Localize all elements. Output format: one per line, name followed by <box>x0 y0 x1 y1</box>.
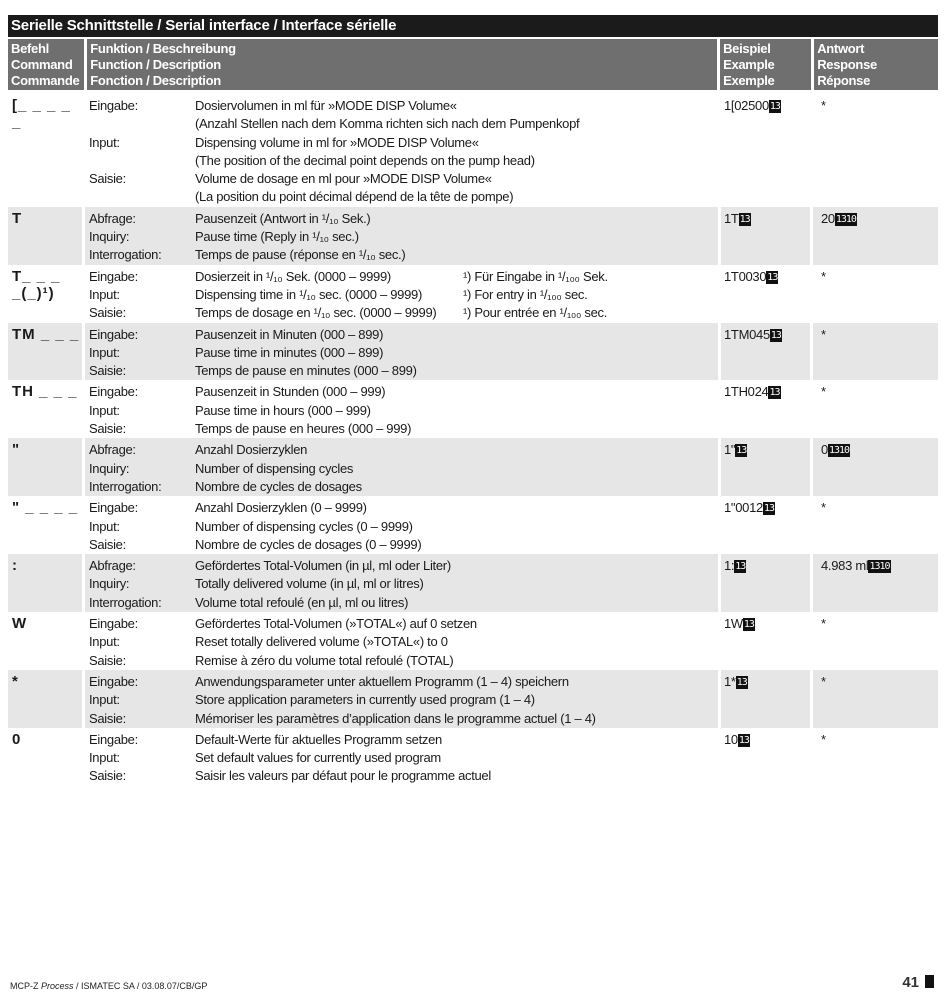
description-line <box>89 402 721 420</box>
description-line <box>89 115 721 133</box>
example-cell <box>721 496 813 554</box>
table-row <box>8 728 938 786</box>
example-value <box>724 94 813 115</box>
answer-cell <box>813 670 938 728</box>
language-label: Saisie: <box>89 363 126 379</box>
table-row <box>8 94 938 207</box>
description-text: Gefördertes Total-Volumen (in µl, ml oder Liter) <box>195 558 451 574</box>
example-value <box>724 380 813 401</box>
header-function-de: Funktion / Beschreibung <box>90 41 236 56</box>
table-row <box>8 265 938 323</box>
description-line <box>89 496 721 517</box>
answer-text: * <box>821 500 826 516</box>
answer-text: * <box>821 384 826 400</box>
footer-imprint <box>10 981 207 991</box>
description-text: (La position du point décimal dépend de la tête de pompe) <box>195 189 514 205</box>
table-body <box>8 94 938 786</box>
language-label: Eingabe: <box>89 500 138 516</box>
language-label: Abfrage: <box>89 558 136 574</box>
carriage-return-code: 13 <box>769 101 780 112</box>
command-code: " <box>8 438 85 496</box>
description-line <box>89 420 721 438</box>
page-number <box>902 974 934 991</box>
language-label <box>89 115 195 133</box>
language-label <box>89 152 195 170</box>
description-line <box>89 265 721 286</box>
footer-company: / ISMATEC SA / 03.08.07/CB/GP <box>73 981 208 991</box>
example-text: 1T <box>724 210 739 226</box>
header-example-de: Beispiel <box>723 41 771 56</box>
example-value <box>724 438 810 459</box>
answer-cell <box>813 554 938 612</box>
example-cell <box>721 207 813 265</box>
description-text: Pausenzeit in Stunden (000 – 999) <box>195 384 386 400</box>
command-description <box>85 323 721 381</box>
language-label: Saisie: <box>89 768 126 784</box>
table-row <box>8 438 938 496</box>
answer-cell <box>813 438 938 496</box>
language-label: Saisie: <box>89 710 126 726</box>
command-code: * <box>8 670 85 728</box>
description-line <box>89 344 718 362</box>
description-text: Pausenzeit (Antwort in ¹/₁₀ Sek.) <box>195 210 371 226</box>
carriage-return-code: 13 <box>736 676 747 688</box>
header-answer-de: Antwort <box>817 41 865 56</box>
description-text: Pause time in hours (000 – 999) <box>195 402 371 418</box>
header-command-en: Command <box>11 57 73 72</box>
description-line <box>89 188 721 206</box>
description-text: Store application parameters in currently used program (1 – 4) <box>195 692 535 708</box>
page-number-text: 41 <box>902 974 919 991</box>
header-example-en: Example <box>723 57 775 72</box>
description-line <box>89 134 721 152</box>
command-description <box>85 670 721 728</box>
header-command-fr: Commande <box>11 73 80 88</box>
example-value <box>724 496 813 517</box>
answer-value <box>821 207 938 228</box>
example-text: 1[02500 <box>724 98 769 113</box>
example-text: 10 <box>724 731 738 747</box>
carriage-return-code: 13 <box>735 561 746 573</box>
description-line <box>89 691 718 709</box>
answer-cell <box>813 94 938 207</box>
command-code: T_ _ _ _(_)¹) <box>12 267 61 302</box>
answer-value <box>821 496 938 517</box>
answer-value <box>821 554 938 575</box>
description-text: (Anzahl Stellen nach dem Komma richten sich nach dem Pumpenkopf <box>195 116 580 132</box>
example-text: 1" <box>724 442 736 458</box>
example-value <box>724 728 813 749</box>
header-function-fr: Fonction / Description <box>90 73 221 88</box>
language-label: Input: <box>89 750 120 766</box>
language-label: Eingabe: <box>89 268 138 284</box>
language-label: Input: <box>89 518 120 534</box>
language-label: Saisie: <box>89 652 126 668</box>
description-line <box>89 460 718 478</box>
carriage-return-code: 13 <box>769 387 780 399</box>
example-text: 1* <box>724 673 736 689</box>
description-text: Reset totally delivered volume (»TOTAL«) to 0 <box>195 634 448 650</box>
page-title: Serielle Schnittstelle / Serial interface / Interface sérielle <box>8 15 938 37</box>
language-label: Inquiry: <box>89 576 130 592</box>
answer-cell <box>813 496 938 554</box>
language-label: Input: <box>89 134 120 150</box>
example-cell <box>721 265 813 323</box>
description-text: Totally delivered volume (in µl, ml or litres) <box>195 576 424 592</box>
header-example-fr: Exemple <box>723 73 775 88</box>
header-answer-fr: Réponse <box>817 73 871 88</box>
language-label: Eingabe: <box>89 616 138 632</box>
answer-value <box>821 94 938 115</box>
answer-text: * <box>821 673 826 689</box>
carriage-return-code: 13 <box>739 213 750 225</box>
crlf-code: 1310 <box>828 445 850 457</box>
description-line <box>89 152 721 170</box>
answer-value <box>821 670 938 691</box>
command-code: 0 <box>12 730 22 748</box>
header-answer-en: Response <box>817 57 877 72</box>
answer-text: 4.983 ml <box>821 558 869 574</box>
description-line <box>89 536 721 554</box>
example-cell <box>721 728 813 786</box>
answer-value <box>821 380 938 401</box>
footnote-text: ¹) Pour entrée en ¹/₁₀₀ sec. <box>463 305 608 321</box>
command-code: TM _ _ _ <box>8 323 85 381</box>
command-code: [_ _ _ _ _ <box>12 97 71 131</box>
language-label: Input: <box>89 692 120 708</box>
example-cell <box>721 323 813 381</box>
description-line <box>89 710 718 728</box>
command-description <box>85 728 721 786</box>
answer-text: 0 <box>821 442 828 458</box>
header-function-en: Function / Description <box>90 57 221 72</box>
language-label: Input: <box>89 344 120 360</box>
language-label: Eingabe: <box>89 98 138 113</box>
command-description <box>85 554 721 612</box>
description-text: Volume total refoulé (en µl, ml ou litres) <box>195 594 409 610</box>
language-label: Saisie: <box>89 536 126 552</box>
carriage-return-code: 13 <box>770 329 781 341</box>
example-value <box>724 554 810 575</box>
footer-product: MCP-Z <box>10 981 41 991</box>
language-label: Abfrage: <box>89 210 136 226</box>
crlf-code: 1310 <box>835 213 856 225</box>
command-code: TH _ _ _ <box>12 383 78 401</box>
table-row <box>8 554 938 612</box>
description-text: Set default values for currently used program <box>195 750 441 766</box>
description-text: Dosiervolumen in ml für »MODE DISP Volume« <box>195 98 457 113</box>
answer-text: * <box>821 326 826 342</box>
command-description <box>85 612 721 670</box>
table-row <box>8 612 938 670</box>
language-label: Inquiry: <box>89 460 130 476</box>
description-text: Gefördertes Total-Volumen (»TOTAL«) auf 0 setzen <box>195 616 477 632</box>
description-line <box>89 554 718 575</box>
example-text: 1TM045 <box>724 326 770 342</box>
example-cell <box>721 612 813 670</box>
answer-text: * <box>821 616 826 632</box>
example-cell <box>721 94 813 207</box>
example-value <box>724 207 810 228</box>
description-text: Pause time (Reply in ¹/₁₀ sec.) <box>195 229 359 245</box>
description-line <box>89 304 721 322</box>
description-text: Temps de pause en minutes (000 – 899) <box>195 363 417 379</box>
answer-value <box>821 323 938 344</box>
description-text: Number of dispensing cycles <box>195 460 354 476</box>
description-line <box>89 246 718 264</box>
example-cell <box>721 554 813 612</box>
description-line <box>89 362 718 380</box>
language-label: Interrogation: <box>89 247 162 263</box>
example-value <box>724 612 813 633</box>
example-cell <box>721 438 813 496</box>
command-description <box>85 438 721 496</box>
header-command <box>8 39 84 90</box>
header-example <box>720 39 811 90</box>
description-text: Default-Werte für aktuelles Programm setzen <box>195 731 442 747</box>
language-label: Eingabe: <box>89 384 138 400</box>
description-text: Temps de dosage en ¹/₁₀ sec. (0000 – 9999) <box>195 305 437 321</box>
footnote-text: ¹) Für Eingabe in ¹/₁₀₀ Sek. <box>463 268 608 284</box>
example-text: 1"0012 <box>724 500 763 516</box>
language-label: Interrogation: <box>89 478 162 494</box>
description-line <box>89 323 718 344</box>
description-text: Saisir les valeurs par défaut pour le programme actuel <box>195 768 491 784</box>
description-line <box>89 633 721 651</box>
table-row <box>8 207 938 265</box>
footer-product-variant: Process <box>41 981 74 991</box>
carriage-return-code: 13 <box>763 503 775 515</box>
answer-value <box>821 265 938 286</box>
description-line <box>89 612 721 633</box>
footnote-text: ¹) For entry in ¹/₁₀₀ sec. <box>463 286 588 302</box>
answer-cell <box>813 380 938 438</box>
command-description <box>85 380 721 438</box>
description-text: Temps de pause en heures (000 – 999) <box>195 421 412 437</box>
command-description <box>85 496 721 554</box>
description-line <box>89 767 721 785</box>
carriage-return-code: 13 <box>767 271 778 283</box>
description-text: Volume de dosage en ml pour »MODE DISP Volume« <box>195 171 492 187</box>
language-label: Eingabe: <box>89 731 138 747</box>
carriage-return-code: 13 <box>736 445 747 457</box>
description-line <box>89 286 721 304</box>
carriage-return-code: 13 <box>738 734 749 746</box>
description-text: Pause time in minutes (000 – 899) <box>195 344 384 360</box>
description-line <box>89 575 718 593</box>
description-text: Dispensing time in ¹/₁₀ sec. (0000 – 9999) <box>195 286 422 302</box>
description-line <box>89 594 718 612</box>
description-text: Number of dispensing cycles (0 – 9999) <box>195 518 413 534</box>
example-value <box>724 670 810 691</box>
example-text: 1TH024 <box>724 384 769 400</box>
description-line <box>89 380 721 401</box>
command-description <box>85 207 721 265</box>
table-row <box>8 380 938 438</box>
answer-text: * <box>821 268 826 284</box>
answer-text: 20 <box>821 210 835 226</box>
language-label: Input: <box>89 402 120 418</box>
description-text: Anzahl Dosierzyklen <box>195 442 308 458</box>
language-label: Saisie: <box>89 171 126 187</box>
command-code: " _ _ _ _ <box>12 499 79 517</box>
language-label: Eingabe: <box>89 326 138 342</box>
description-line <box>89 478 718 496</box>
header-answer <box>814 39 938 90</box>
carriage-return-code: 13 <box>743 619 754 631</box>
answer-cell <box>813 612 938 670</box>
description-line <box>89 228 718 246</box>
answer-value <box>821 728 938 749</box>
language-label: Interrogation: <box>89 594 162 610</box>
language-label: Input: <box>89 634 120 650</box>
description-line <box>89 170 721 188</box>
example-cell <box>721 670 813 728</box>
command-description <box>85 265 721 323</box>
description-text: Dispensing volume in ml for »MODE DISP Volume« <box>195 134 479 150</box>
description-line <box>89 438 718 459</box>
language-label <box>89 188 195 206</box>
example-value <box>724 323 810 344</box>
language-label: Saisie: <box>89 305 126 321</box>
command-code: T <box>8 207 85 265</box>
command-description <box>85 94 721 207</box>
description-text: Remise à zéro du volume total refoulé (TOTAL) <box>195 652 454 668</box>
language-label: Saisie: <box>89 421 126 437</box>
command-code: : <box>8 554 85 612</box>
answer-text: * <box>821 731 826 747</box>
description-line <box>89 670 718 691</box>
description-line <box>89 207 718 228</box>
answer-cell <box>813 728 938 786</box>
answer-value <box>821 612 938 633</box>
description-line <box>89 518 721 536</box>
description-text: Anzahl Dosierzyklen (0 – 9999) <box>195 500 367 516</box>
example-text: 1: <box>724 558 735 574</box>
command-table <box>8 15 938 786</box>
description-text: (The position of the decimal point depends on the pump head) <box>195 152 535 168</box>
crlf-code: 1310 <box>869 561 890 573</box>
page-marker-block <box>925 975 934 988</box>
header-command-de: Befehl <box>11 41 49 56</box>
answer-cell <box>813 265 938 323</box>
table-header <box>8 39 938 90</box>
header-function <box>87 39 717 90</box>
description-line <box>89 652 721 670</box>
answer-text: * <box>821 98 826 113</box>
description-text: Pausenzeit in Minuten (000 – 899) <box>195 326 384 342</box>
answer-cell <box>813 207 938 265</box>
example-cell <box>721 380 813 438</box>
table-row <box>8 323 938 381</box>
language-label: Input: <box>89 286 120 302</box>
language-label: Inquiry: <box>89 229 130 245</box>
language-label: Abfrage: <box>89 442 136 458</box>
example-text: 1W <box>724 616 743 632</box>
description-line <box>89 749 721 767</box>
description-line <box>89 728 721 749</box>
table-row <box>8 496 938 554</box>
example-text: 1T0030 <box>724 268 767 284</box>
description-text: Nombre de cycles de dosages (0 – 9999) <box>195 536 422 552</box>
description-line <box>89 94 721 115</box>
language-label: Eingabe: <box>89 673 138 689</box>
table-row <box>8 670 938 728</box>
description-text: Dosierzeit in ¹/₁₀ Sek. (0000 – 9999) <box>195 268 391 284</box>
description-text: Nombre de cycles de dosages <box>195 478 362 494</box>
description-text: Temps de pause (réponse en ¹/₁₀ sec.) <box>195 247 406 263</box>
answer-value <box>821 438 938 459</box>
description-text: Mémoriser les paramètres d’application dans le programme actuel (1 – 4) <box>195 710 596 726</box>
description-text: Anwendungsparameter unter aktuellem Programm (1 – 4) speichern <box>195 673 569 689</box>
answer-cell <box>813 323 938 381</box>
command-code: W <box>12 615 28 633</box>
example-value <box>724 265 813 286</box>
